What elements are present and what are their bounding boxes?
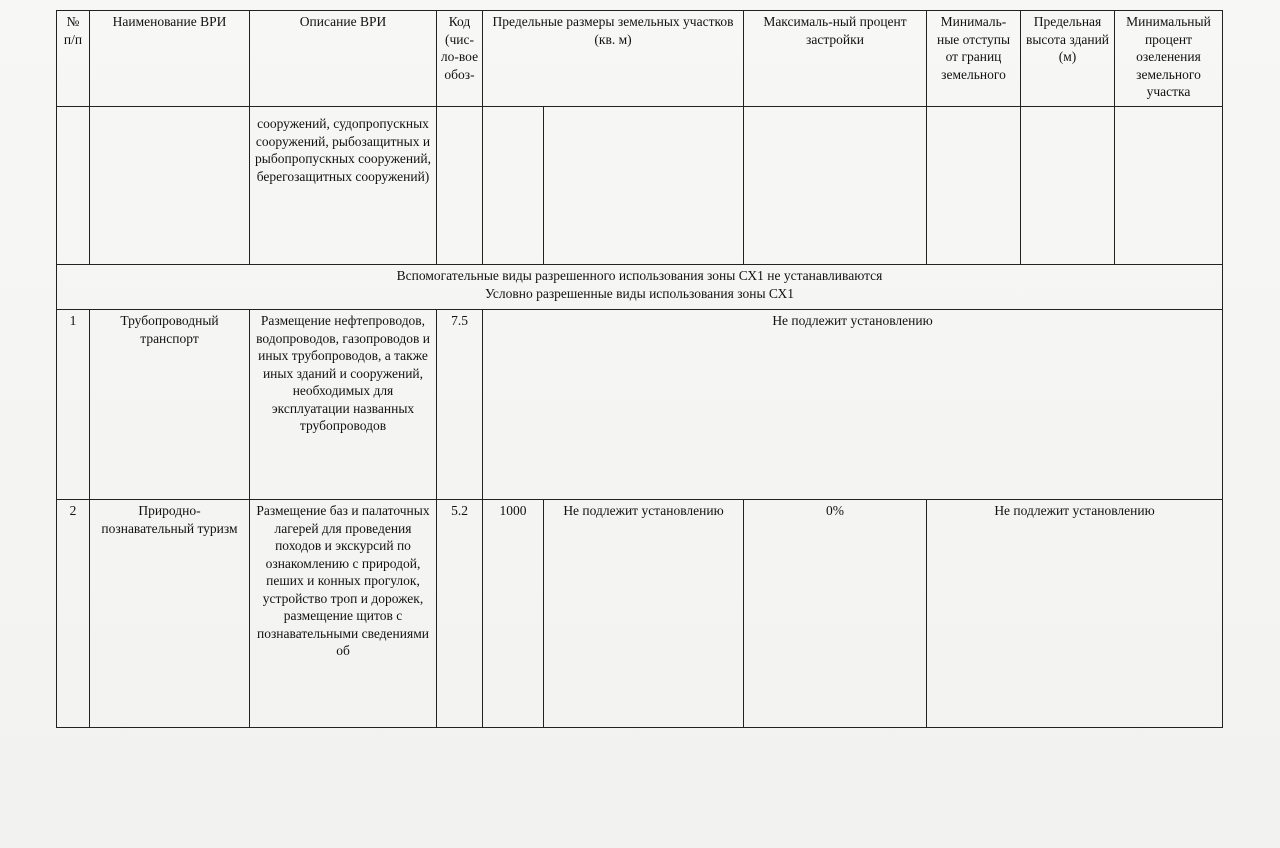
row-max-build: 0%: [744, 500, 927, 728]
section-row: [57, 265, 1223, 310]
table-row: [57, 500, 1223, 728]
cont-min-offsets: [927, 107, 1021, 265]
row-name: Трубопроводный транспорт: [90, 310, 250, 500]
header-sizes: Предельные размеры земельных участков (кв. м): [483, 11, 744, 107]
cont-height: [1021, 107, 1115, 265]
cont-min-size: [483, 107, 544, 265]
row-desc: [250, 500, 437, 728]
header-min-offsets: Минималь-ные отступы от границ земельного: [927, 11, 1021, 107]
cont-num: [57, 107, 90, 265]
header-num: № п/п: [57, 11, 90, 107]
header-row: [57, 11, 1223, 107]
header-green: Минимальный процент озеленения земельного участка: [1115, 11, 1223, 107]
land-use-table: [56, 10, 1223, 728]
cont-green: [1115, 107, 1223, 265]
table-row: [57, 310, 1223, 500]
cont-max-size: [544, 107, 744, 265]
row-code: 7.5: [437, 310, 483, 500]
header-max-build: Максималь-ный процент застройки: [744, 11, 927, 107]
cont-code: [437, 107, 483, 265]
cont-name: [90, 107, 250, 265]
section-line-conditional: Условно разрешенные виды использования зоны СХ1: [484, 285, 795, 301]
header-code: [437, 11, 483, 107]
header-code-text: Код (чис-ло-вое обоз-: [440, 14, 479, 82]
header-height: Предельная высота зданий (м): [1021, 11, 1115, 107]
row-min-size: 1000: [483, 500, 544, 728]
row-name: Природно-познавательный туризм: [90, 500, 250, 728]
section-line-auxiliary: Вспомогательные виды разрешенного использования зоны СХ1 не устанавливаются: [396, 268, 883, 283]
header-desc: Описание ВРИ: [250, 11, 437, 107]
cont-desc: сооружений, судопропускных сооружений, рыбозащитных и рыбопропускных сооружений, берегозащитных сооружений): [250, 107, 437, 265]
row-rest: Не подлежит установлению: [927, 500, 1223, 728]
row-code: 5.2: [437, 500, 483, 728]
row-desc: Размещение нефтепроводов, водопроводов, газопроводов и иных трубопроводов, а также иных зданий и сооружений, необходимых для эксплуатации названных трубопроводов: [250, 310, 437, 500]
continuation-row: [57, 107, 1223, 265]
cont-max-build: [744, 107, 927, 265]
header-name: Наименование ВРИ: [90, 11, 250, 107]
row-desc-text: Размещение баз и палаточных лагерей для проведения походов и экскурсий по ознакомлению с природой, пеших и конных прогулок, устройство троп и дорожек, размещение щитов с познавательными сведениями об: [256, 503, 430, 659]
row-num: 2: [57, 500, 90, 728]
row-num: 1: [57, 310, 90, 500]
section-heading: [57, 265, 1223, 310]
row-max-size: Не подлежит установлению: [544, 500, 744, 728]
row-note: Не подлежит установлению: [483, 310, 1223, 500]
